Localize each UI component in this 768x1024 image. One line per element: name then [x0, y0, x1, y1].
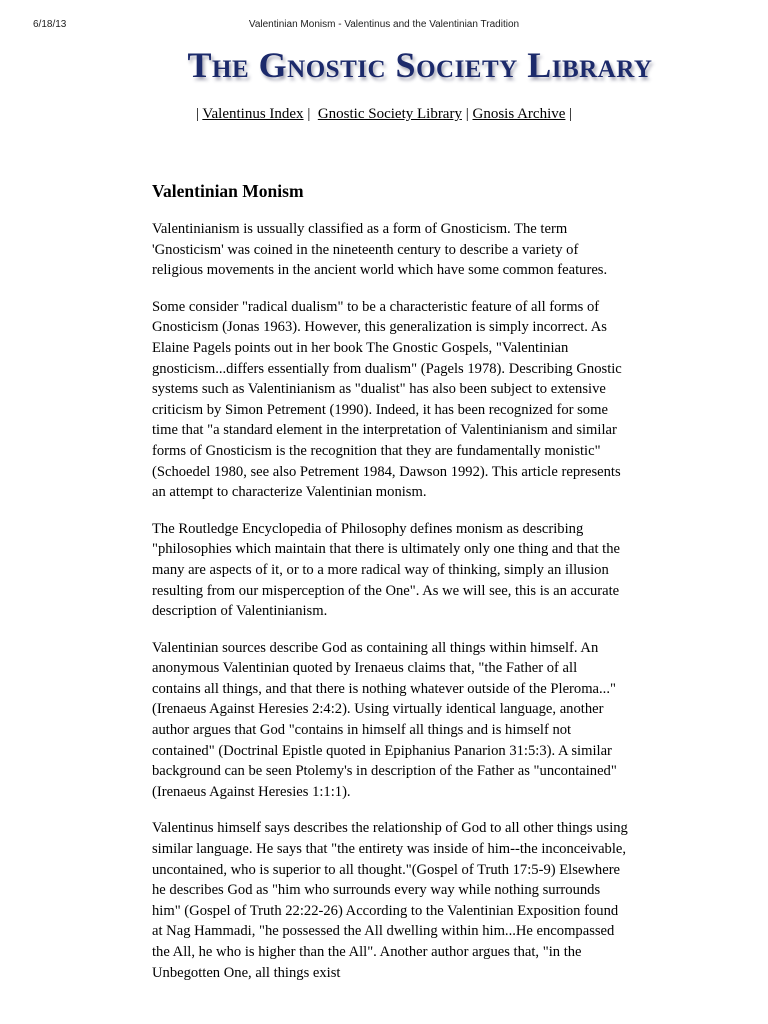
nav-link-valentinus-index[interactable]: Valentinus Index	[202, 106, 304, 122]
article-paragraph-4: Valentinian sources describe God as containing all things within himself. An anonymous Valentinian quoted by Irenaeus claims that, "the Father of all contains all things, and that there is nothing whatever outside of the Pleroma..." (Irenaeus Against Heresies 2:4:2). Using virtually identical language, another author argues that God "contains in himself all things and is himself not contained" (Doctrinal Epistle quoted in Epiphanius Panarion 31:5:3). A similar background can be seen Ptolemy's in description of the Father as "uncontained" (Irenaeus Against Heresies 1:1:1).	[152, 639, 617, 800]
article-paragraph-5: Valentinus himself says describes the relationship of God to all other things using similar language. He says that "the entirety was inside of him--the inconceivable, uncontained, who is superior to all thought."(Gospel of Truth 17:5-9) Elsewhere he describes God as "him who surrounds every way while nothing surrounds him" (Gospel of Truth 22:22-26) According to the Valentinian Exposition found at Nag Hammadi, "he possessed the All dwelling within him...He encompassed the All, he who is higher than the All". Another author argues that, "in the Unbegotten One, all things exist	[152, 820, 628, 981]
nav-link-gnostic-society-library[interactable]: Gnostic Society Library	[317, 106, 462, 122]
article-content	[152, 180, 628, 999]
nav-link-gnosis-archive[interactable]: Gnosis Archive	[472, 106, 566, 122]
nav-separator: |	[465, 106, 469, 122]
nav-separator: |	[307, 106, 311, 122]
site-title-logo[interactable]: The Gnostic Society Library	[187, 45, 653, 85]
article-heading: Valentinian Monism	[152, 181, 304, 201]
nav-separator: |	[195, 106, 199, 122]
article-paragraph-1: Valentinianism is ussually classified as a form of Gnosticism. The term 'Gnosticism' was coined in the nineteenth century to describe a variety of religious movements in the ancient world which have some common features.	[152, 221, 608, 279]
nav-bar	[0, 106, 768, 123]
article-paragraph-2: Some consider "radical dualism" to be a characteristic feature of all forms of Gnosticism (Jonas 1963). However, this generalization is simply incorrect. As Elaine Pagels points out in her book The Gnostic Gospels, "Valentinian gnosticism...differs essentially from dualism" (Pagels 1978). Describing Gnostic systems such as Valentinianism as "dualist" has also been subject to extensive criticism by Simon Petrement (1990). Indeed, it has been recognized for some time that "a standard element in the interpretation of Valentinianism and similar forms of Gnosticism is the recognition that they are fundamentally monistic" (Schoedel 1980, see also Petrement 1984, Dawson 1992). This article represents an attempt to characterize Valentinian monism.	[152, 298, 622, 501]
article-paragraph-3: The Routledge Encyclopedia of Philosophy defines monism as describing "philosophies which maintain that there is ultimately only one thing and that the many are aspects of it, or to a more radical way of thinking, simply an illusion resulting from our misperception of the One". As we will see, this is an accurate description of Valentinianism.	[152, 520, 621, 620]
nav-separator: |	[569, 106, 573, 122]
print-page-title: Valentinian Monism - Valentinus and the Valentinian Tradition	[248, 19, 520, 30]
print-header	[0, 19, 768, 33]
print-date: 6/18/13	[33, 19, 67, 30]
